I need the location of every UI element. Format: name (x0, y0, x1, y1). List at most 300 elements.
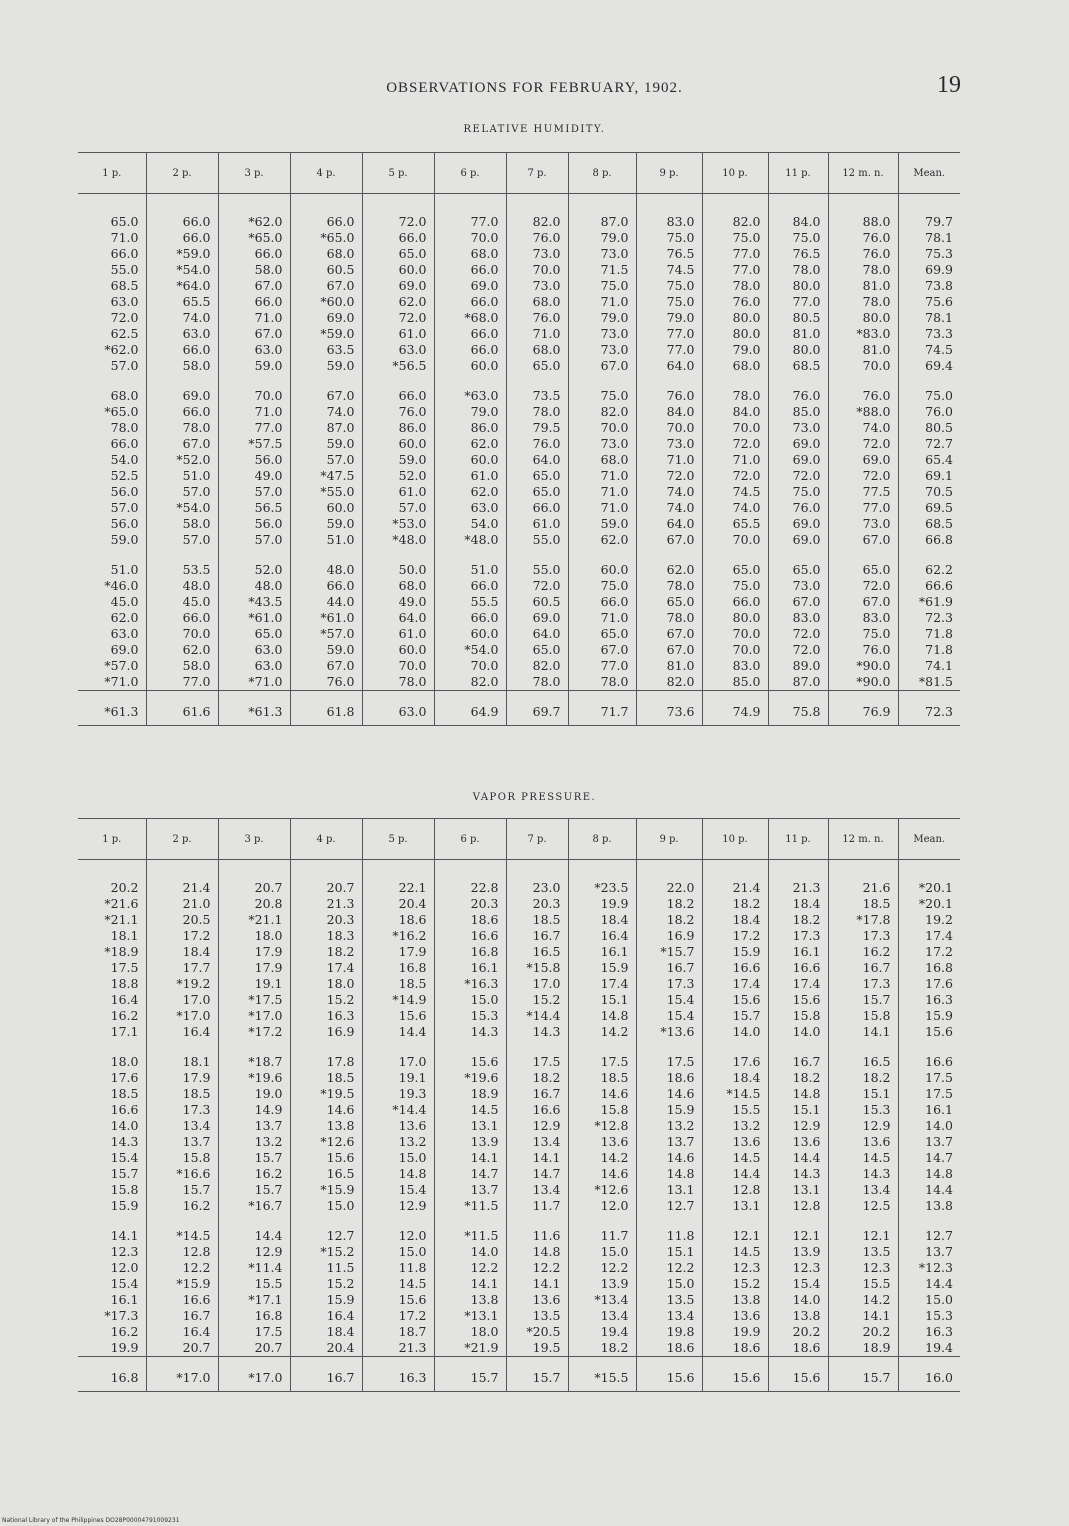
table-value: 71.8 (925, 642, 953, 657)
table-value: 16.6 (792, 960, 821, 975)
column-cell (434, 1214, 506, 1357)
table-value: 13.6 (732, 1308, 761, 1323)
table-value: *23.5 (594, 880, 629, 895)
table-value: 71.8 (925, 626, 953, 641)
table-value: 66.0 (398, 388, 427, 403)
table-value: 15.5 (862, 1276, 891, 1291)
table-value: 73.0 (600, 246, 629, 261)
table-value: 12.9 (862, 1118, 891, 1133)
table-value: 14.8 (600, 1008, 629, 1023)
table-value: 19.4 (925, 1340, 953, 1355)
table-value: 19.1 (398, 1070, 427, 1085)
table-value: 74.1 (925, 658, 953, 673)
mean-value: *61.3 (78, 691, 146, 726)
column-cell (506, 374, 568, 548)
table-value: 77.0 (666, 342, 695, 357)
table-value: 63.5 (326, 342, 355, 357)
mean-value: 15.7 (506, 1357, 568, 1392)
table-value: 57.0 (254, 484, 283, 499)
table-value: 12.9 (398, 1198, 427, 1213)
table-value: *11.5 (464, 1198, 499, 1213)
table-value: 52.0 (254, 562, 283, 577)
column-cell (568, 194, 636, 375)
table-value: 14.4 (398, 1024, 427, 1039)
table-value: 71.0 (600, 484, 629, 499)
table-value: 12.3 (110, 1244, 139, 1259)
table-value: 18.5 (326, 1070, 355, 1085)
table-value: 61.0 (398, 484, 427, 499)
table-value: 82.0 (732, 214, 761, 229)
table-value: 16.4 (182, 1024, 211, 1039)
table-value: *18.7 (248, 1054, 283, 1069)
table-value: 65.0 (862, 562, 891, 577)
column-cell (828, 374, 898, 548)
column-cell (702, 548, 768, 691)
page-title: OBSERVATIONS FOR FEBRUARY, 1902. (386, 80, 683, 96)
table-value: 18.1 (110, 928, 139, 943)
table-value: 56.0 (110, 484, 139, 499)
table-value: 17.5 (254, 1324, 283, 1339)
table-value: 51.0 (182, 468, 211, 483)
table-value: 15.6 (398, 1008, 427, 1023)
table-value: 17.3 (182, 1102, 211, 1117)
column-cell (78, 374, 146, 548)
table-value: 63.0 (254, 642, 283, 657)
table-value: 76.0 (792, 500, 821, 515)
table-value: 14.4 (925, 1182, 953, 1197)
table-value: 17.4 (326, 960, 355, 975)
table-value: 66.8 (925, 532, 953, 547)
table-value: *12.6 (320, 1134, 355, 1149)
table-value: 76.0 (925, 404, 953, 419)
table-value: 78.0 (532, 404, 561, 419)
table-value: 76.0 (792, 388, 821, 403)
table-value: 70.0 (600, 420, 629, 435)
table-value: 14.1 (470, 1276, 499, 1291)
column-cell (290, 1214, 362, 1357)
column-header: 1 p. (78, 819, 146, 860)
table-value: 62.0 (182, 642, 211, 657)
table-value: 15.3 (925, 1308, 953, 1323)
table-value: 15.0 (470, 992, 499, 1007)
table-value: 76.0 (326, 674, 355, 689)
table-value: 14.5 (732, 1150, 761, 1165)
table-value: 16.3 (925, 992, 953, 1007)
table-value: 73.0 (532, 246, 561, 261)
table-value: 73.0 (666, 436, 695, 451)
column-header: 6 p. (434, 819, 506, 860)
table-value: 16.6 (532, 1102, 561, 1117)
table-value: *21.1 (248, 912, 283, 927)
table-value: 21.0 (182, 896, 211, 911)
table-value: *57.5 (248, 436, 283, 451)
table-value: 15.3 (862, 1102, 891, 1117)
table-value: 72.7 (925, 436, 953, 451)
table-value: 21.3 (398, 1340, 427, 1355)
table-value: 20.3 (470, 896, 499, 911)
table-value: 61.0 (532, 516, 561, 531)
table-value: 74.0 (326, 404, 355, 419)
table-value: *62.0 (104, 342, 139, 357)
table-value: 70.0 (182, 626, 211, 641)
table-value: 65.0 (254, 626, 283, 641)
table-value: 14.6 (326, 1102, 355, 1117)
table-value: 69.1 (925, 468, 953, 483)
table-value: 80.0 (732, 610, 761, 625)
table-value: 17.2 (732, 928, 761, 943)
column-cell (434, 194, 506, 375)
table-value: *68.0 (464, 310, 499, 325)
table-value: 55.0 (532, 562, 561, 577)
column-cell (702, 860, 768, 1041)
table-value: 72.0 (792, 468, 821, 483)
column-header: Mean. (898, 819, 960, 860)
table-value: 76.0 (532, 310, 561, 325)
table-value: 15.7 (110, 1166, 139, 1181)
table-value: 76.0 (732, 294, 761, 309)
table-value: 15.4 (110, 1276, 139, 1291)
table-value: 13.9 (470, 1134, 499, 1149)
table-value: 20.5 (182, 912, 211, 927)
footer-credit: National Library of the Philippines DO28P00004791009231 (2, 1517, 180, 1524)
table-value: *11.4 (248, 1260, 283, 1275)
table-value: 19.1 (254, 976, 283, 991)
table-value: 17.9 (398, 944, 427, 959)
table-value: 66.0 (110, 436, 139, 451)
table-value: 66.0 (470, 262, 499, 277)
relative-humidity-table (78, 152, 960, 726)
table-value: 58.0 (254, 262, 283, 277)
table-value: 20.3 (532, 896, 561, 911)
table-value: 15.4 (666, 1008, 695, 1023)
table-value: 55.5 (470, 594, 499, 609)
table-value: 49.0 (398, 594, 427, 609)
table-value: 65.0 (532, 484, 561, 499)
table-value: 66.0 (110, 246, 139, 261)
table-value: 80.0 (732, 310, 761, 325)
column-cell (290, 548, 362, 691)
table-value: 18.2 (666, 912, 695, 927)
table-value: *17.5 (248, 992, 283, 1007)
table-value: 15.2 (326, 992, 355, 1007)
table-value: 51.0 (470, 562, 499, 577)
table-value: 20.2 (110, 880, 139, 895)
table-value: 78.0 (532, 674, 561, 689)
table-value: *13.1 (464, 1308, 499, 1323)
table-value: 77.0 (862, 500, 891, 515)
column-cell (146, 860, 218, 1041)
table-value: 69.0 (398, 278, 427, 293)
table-value: 69.0 (110, 642, 139, 657)
table-value: 15.4 (398, 1182, 427, 1197)
table-value: 76.0 (666, 388, 695, 403)
table-value: 13.8 (470, 1292, 499, 1307)
table-value: 17.9 (182, 1070, 211, 1085)
table-value: 69.0 (792, 452, 821, 467)
table-value: 70.0 (666, 420, 695, 435)
table-value: 14.4 (732, 1166, 761, 1181)
table-value: 77.0 (182, 674, 211, 689)
table-value: 15.6 (398, 1292, 427, 1307)
mean-value: 16.8 (78, 1357, 146, 1392)
table-value: 80.0 (792, 278, 821, 293)
table-value: 74.0 (182, 310, 211, 325)
table-value: 18.8 (110, 976, 139, 991)
table-value: 15.9 (925, 1008, 953, 1023)
table-value: 66.0 (326, 214, 355, 229)
table-value: 63.0 (254, 342, 283, 357)
table-value: *63.0 (464, 388, 499, 403)
column-header: 7 p. (506, 153, 568, 194)
table-value: 17.9 (254, 960, 283, 975)
vapor-pressure-table (78, 818, 960, 1392)
table-value: 63.0 (398, 342, 427, 357)
table-value: 76.0 (532, 230, 561, 245)
table-value: 20.7 (254, 1340, 283, 1355)
mean-value: 75.8 (768, 691, 828, 726)
column-cell (78, 194, 146, 375)
table-value: 15.9 (326, 1292, 355, 1307)
table-value: 13.8 (326, 1118, 355, 1133)
column-cell (768, 1214, 828, 1357)
table-value: 74.5 (666, 262, 695, 277)
table-value: 18.2 (532, 1070, 561, 1085)
table-value: 16.2 (862, 944, 891, 959)
table-value: 17.1 (110, 1024, 139, 1039)
table-value: 22.8 (470, 880, 499, 895)
table-value: *71.0 (104, 674, 139, 689)
table-value: 65.0 (532, 468, 561, 483)
table-value: 17.6 (732, 1054, 761, 1069)
table-value: 77.0 (792, 294, 821, 309)
table-value: 60.0 (470, 452, 499, 467)
mean-value: *17.0 (146, 1357, 218, 1392)
table-value: 66.0 (470, 294, 499, 309)
table-value: 13.9 (792, 1244, 821, 1259)
table-value: 75.0 (792, 230, 821, 245)
table-value: *16.2 (392, 928, 427, 943)
table-value: 78.0 (862, 294, 891, 309)
table-value: 78.1 (925, 310, 953, 325)
table-value: 66.0 (326, 578, 355, 593)
table-value: 14.5 (862, 1150, 891, 1165)
table-value: 13.6 (792, 1134, 821, 1149)
table-value: 18.9 (862, 1340, 891, 1355)
column-header: 8 p. (568, 153, 636, 194)
column-cell (362, 374, 434, 548)
table-value: 13.1 (666, 1182, 695, 1197)
table-value: 58.0 (182, 516, 211, 531)
table-value: 72.0 (110, 310, 139, 325)
table-value: 13.6 (862, 1134, 891, 1149)
column-cell (636, 1214, 702, 1357)
table-value: 60.0 (470, 358, 499, 373)
day-block (78, 194, 960, 375)
column-cell (568, 374, 636, 548)
table-value: 17.7 (182, 960, 211, 975)
table-value: 79.0 (732, 342, 761, 357)
table-value: 15.7 (182, 1182, 211, 1197)
table-value: 17.0 (398, 1054, 427, 1069)
column-cell (636, 860, 702, 1041)
table-value: 14.8 (398, 1166, 427, 1181)
table-value: 18.6 (398, 912, 427, 927)
table-value: 13.9 (600, 1276, 629, 1291)
table-value: 79.0 (600, 230, 629, 245)
table-value: 56.0 (254, 452, 283, 467)
table-value: 85.0 (792, 404, 821, 419)
table-value: 17.4 (732, 976, 761, 991)
vapor-section-title: VAPOR PRESSURE. (472, 792, 597, 803)
column-header: 10 p. (702, 819, 768, 860)
column-cell (702, 194, 768, 375)
table-value: 69.0 (470, 278, 499, 293)
table-value: 17.3 (792, 928, 821, 943)
table-value: 14.7 (925, 1150, 953, 1165)
table-value: 80.0 (732, 326, 761, 341)
table-value: 17.4 (925, 928, 953, 943)
column-cell (828, 1214, 898, 1357)
table-value: 76.5 (666, 246, 695, 261)
table-value: 71.0 (600, 294, 629, 309)
mean-value: 15.6 (636, 1357, 702, 1392)
table-value: 15.2 (532, 992, 561, 1007)
table-value: 12.3 (732, 1260, 761, 1275)
table-value: 17.2 (925, 944, 953, 959)
table-value: *57.0 (104, 658, 139, 673)
table-value: 14.6 (600, 1086, 629, 1101)
table-value: 13.7 (182, 1134, 211, 1149)
column-cell (506, 548, 568, 691)
table-value: 66.0 (182, 342, 211, 357)
table-value: 23.0 (532, 880, 561, 895)
table-value: 13.8 (792, 1308, 821, 1323)
table-value: 13.6 (732, 1134, 761, 1149)
table-value: 88.0 (862, 214, 891, 229)
column-cell (290, 374, 362, 548)
table-value: 15.7 (254, 1150, 283, 1165)
table-value: 65.0 (666, 594, 695, 609)
table-value: 15.9 (110, 1198, 139, 1213)
table-value: 18.6 (666, 1340, 695, 1355)
column-cell (898, 1040, 960, 1214)
table-value: *17.0 (176, 1008, 211, 1023)
table-value: 18.4 (732, 912, 761, 927)
table-value: 75.3 (925, 246, 953, 261)
table-value: *55.0 (320, 484, 355, 499)
table-value: 17.5 (925, 1070, 953, 1085)
table-value: 72.3 (925, 610, 953, 625)
table-value: 14.0 (110, 1118, 139, 1133)
table-value: *14.5 (176, 1228, 211, 1243)
table-value: *20.1 (918, 880, 953, 895)
table-value: 69.0 (182, 388, 211, 403)
table-value: *81.5 (918, 674, 953, 689)
table-value: 13.6 (398, 1118, 427, 1133)
table-value: 13.6 (532, 1292, 561, 1307)
table-value: 68.0 (532, 342, 561, 357)
table-value: 68.5 (792, 358, 821, 373)
table-value: 66.0 (182, 404, 211, 419)
table-value: 77.0 (666, 326, 695, 341)
table-value: 84.0 (792, 214, 821, 229)
table-value: 13.7 (470, 1182, 499, 1197)
table-value: 13.6 (600, 1134, 629, 1149)
table-value: *19.6 (248, 1070, 283, 1085)
table-value: 13.4 (532, 1134, 561, 1149)
table-value: 66.6 (925, 578, 953, 593)
table-value: 67.0 (600, 358, 629, 373)
table-value: 67.0 (254, 326, 283, 341)
table-value: 17.5 (600, 1054, 629, 1069)
table-value: 14.1 (532, 1276, 561, 1291)
page-header (0, 72, 1069, 106)
table-value: 73.5 (532, 388, 561, 403)
table-value: *48.0 (392, 532, 427, 547)
table-value: 16.9 (326, 1024, 355, 1039)
table-value: 67.0 (326, 278, 355, 293)
table-value: 60.0 (398, 262, 427, 277)
table-value: 73.0 (600, 436, 629, 451)
table-value: 81.0 (862, 278, 891, 293)
table-value: 82.0 (600, 404, 629, 419)
table-value: 70.0 (398, 658, 427, 673)
table-value: 22.0 (666, 880, 695, 895)
table-value: 67.0 (862, 532, 891, 547)
table-value: 64.0 (666, 516, 695, 531)
table-value: 78.0 (666, 578, 695, 593)
table-value: 18.6 (666, 1070, 695, 1085)
table-value: 74.5 (732, 484, 761, 499)
table-value: 12.0 (600, 1198, 629, 1213)
table-value: 11.8 (398, 1260, 427, 1275)
table-value: 20.7 (326, 880, 355, 895)
table-value: 75.0 (732, 578, 761, 593)
table-value: 19.0 (254, 1086, 283, 1101)
table-value: 82.0 (666, 674, 695, 689)
mean-value: 76.9 (828, 691, 898, 726)
mean-value: 63.0 (362, 691, 434, 726)
table-value: 76.0 (862, 388, 891, 403)
table-value: 73.0 (792, 578, 821, 593)
table-value: 72.0 (792, 626, 821, 641)
table-value: 65.0 (732, 562, 761, 577)
table-value: 48.0 (326, 562, 355, 577)
table-value: 15.8 (110, 1182, 139, 1197)
table-value: 60.5 (326, 262, 355, 277)
table-value: 68.0 (110, 388, 139, 403)
table-value: 16.8 (925, 960, 953, 975)
table-value: 12.0 (398, 1228, 427, 1243)
mean-value: *17.0 (218, 1357, 290, 1392)
table-value: 68.0 (398, 578, 427, 593)
table-value: 14.9 (254, 1102, 283, 1117)
column-cell (768, 194, 828, 375)
column-header: 3 p. (218, 819, 290, 860)
table-value: 17.5 (532, 1054, 561, 1069)
column-cell (434, 1040, 506, 1214)
table-value: 13.4 (862, 1182, 891, 1197)
table-value: 14.1 (532, 1150, 561, 1165)
table-value: 67.0 (254, 278, 283, 293)
table-value: 79.0 (600, 310, 629, 325)
table-value: 70.5 (925, 484, 953, 499)
table-value: 14.0 (470, 1244, 499, 1259)
column-cell (146, 548, 218, 691)
column-cell (828, 1040, 898, 1214)
table-value: 18.4 (600, 912, 629, 927)
table-value: 14.8 (792, 1086, 821, 1101)
